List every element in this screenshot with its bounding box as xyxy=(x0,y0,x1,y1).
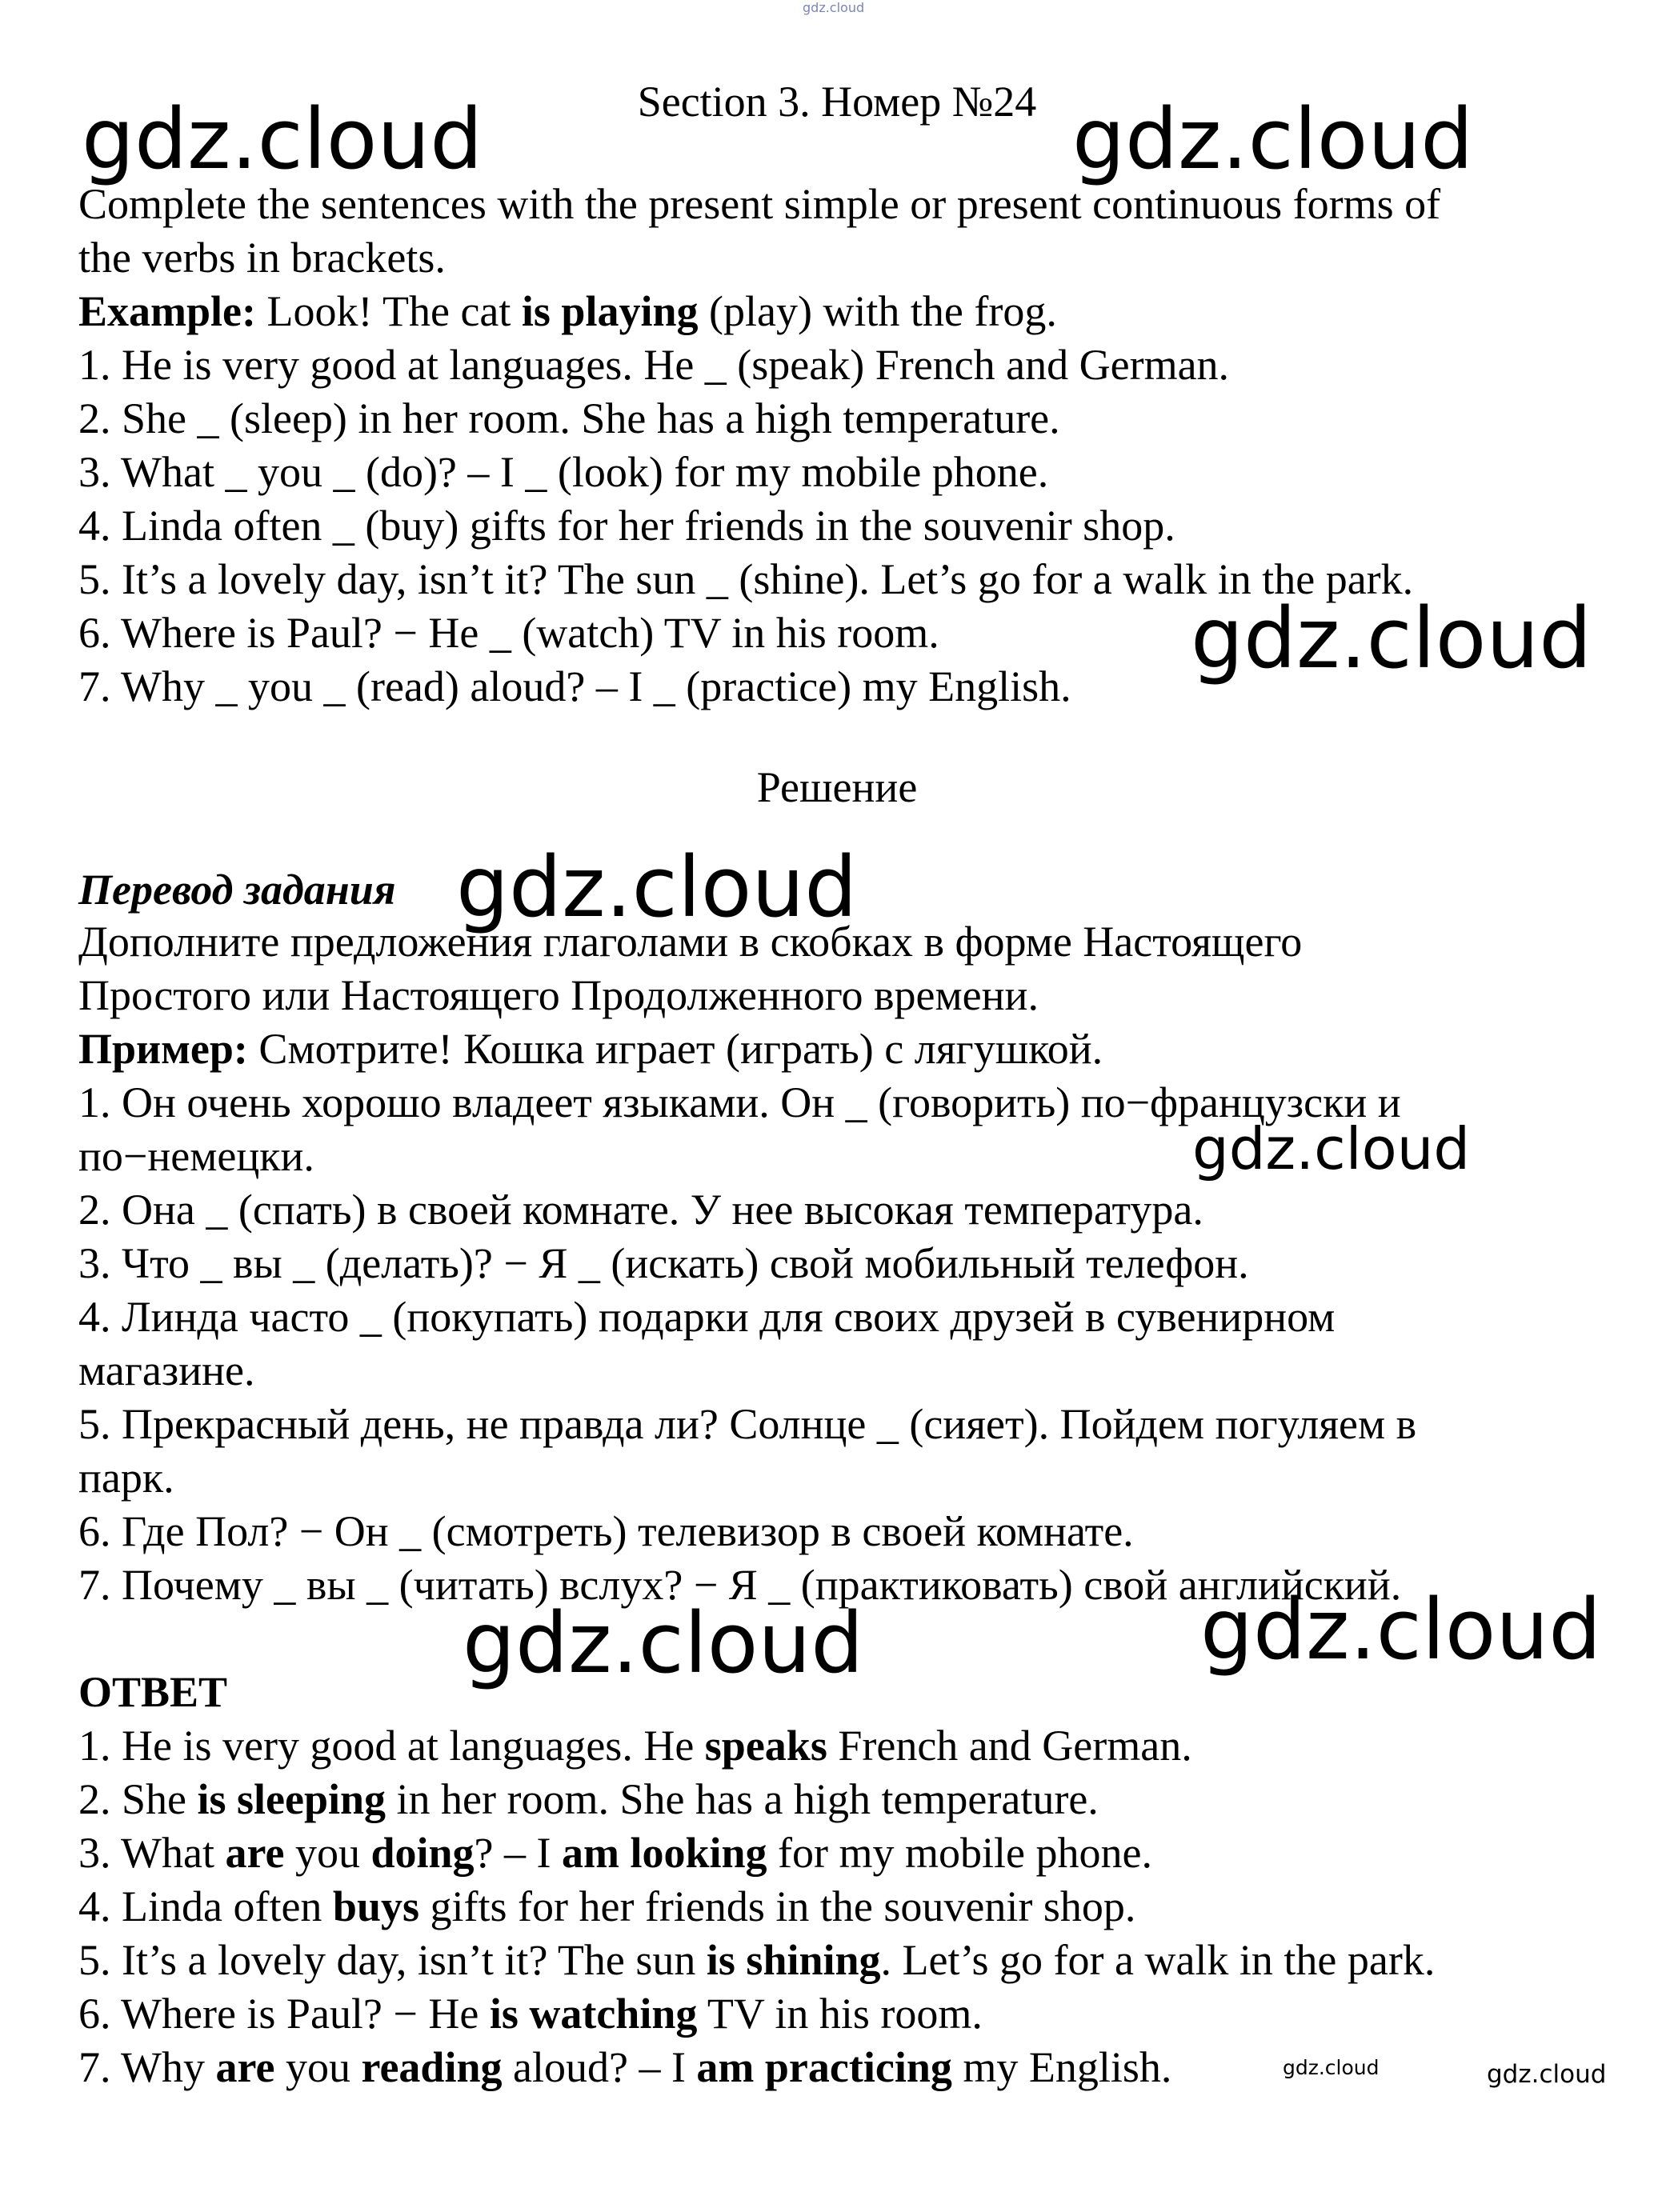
answer-item: 4. Linda often buys gifts for her friends in the souvenir shop. xyxy=(78,1882,1136,1930)
watermark: gdz.cloud xyxy=(1191,590,1592,687)
translation-line: 7. Почему _ вы _ (читать) вслух? − Я _ (практиковать) свой английский. xyxy=(78,1561,1402,1609)
translation-instruction: Простого или Настоящего Продолженного времени. xyxy=(78,971,1039,1019)
watermark: gdz.cloud xyxy=(1192,1115,1471,1182)
answer-heading: ОТВЕТ xyxy=(78,1668,228,1716)
task-item: 2. She _ (sleep) in her room. She has a high temperature. xyxy=(78,394,1060,442)
answer-item: 5. It’s a lovely day, isn’t it? The sun is shining. Let’s go for a walk in the park. xyxy=(78,1936,1436,1984)
answer-item: 2. She is sleeping in her room. She has a high temperature. xyxy=(78,1775,1099,1823)
answer-item: 6. Where is Paul? − He is watching TV in his room. xyxy=(78,1990,983,2038)
translation-heading: Перевод задания xyxy=(78,866,396,914)
translation-line: 6. Где Пол? − Он _ (смотреть) телевизор в своей комнате. xyxy=(78,1507,1134,1555)
page-title: Section 3. Номер №24 xyxy=(637,78,1037,126)
task-item: 6. Where is Paul? − He _ (watch) TV in his room. xyxy=(78,609,939,657)
watermark: gdz.cloud xyxy=(1200,1581,1602,1678)
watermark: gdz.cloud xyxy=(1283,2056,1380,2079)
translation-line: парк. xyxy=(78,1454,174,1502)
translation-example: Пример: Смотрите! Кошка играет (играть) с лягушкой. xyxy=(78,1025,1103,1073)
example-label: Example: xyxy=(78,287,256,335)
task-item: 5. It’s a lovely day, isn’t it? The sun _ (shine). Let’s go for a walk in the park. xyxy=(78,555,1414,603)
solution-heading: Решение xyxy=(756,763,918,811)
translation-line: 3. Что _ вы _ (делать)? − Я _ (искать) свой мобильный телефон. xyxy=(78,1239,1249,1287)
translation-line: магазине. xyxy=(78,1346,255,1394)
watermark: gdz.cloud xyxy=(1072,90,1474,188)
task-instruction: the verbs in brackets. xyxy=(78,234,446,282)
top-watermark: gdz.cloud xyxy=(803,0,865,15)
task-example: Example: Look! The cat is playing (play) with the frog. xyxy=(78,287,1057,335)
answer-item: 3. What are you doing? – I am looking for my mobile phone. xyxy=(78,1829,1152,1877)
translation-line: 1. Он очень хорошо владеет языками. Он _ (говорить) по−французски и xyxy=(78,1078,1401,1126)
task-item: 1. He is very good at languages. He _ (speak) French and German. xyxy=(78,341,1230,389)
task-item: 4. Linda often _ (buy) gifts for her friends in the souvenir shop. xyxy=(78,502,1175,550)
answer-item: 7. Why are you reading aloud? – I am practicing my English. xyxy=(78,2043,1172,2091)
task-item: 3. What _ you _ (do)? – I _ (look) for my mobile phone. xyxy=(78,448,1049,496)
watermark: gdz.cloud xyxy=(456,838,858,936)
translation-line: 2. Она _ (спать) в своей комнате. У нее высокая температура. xyxy=(78,1186,1203,1234)
translation-line: 4. Линда часто _ (покупать) подарки для своих друзей в сувенирном xyxy=(78,1293,1336,1341)
watermark: gdz.cloud xyxy=(82,90,483,188)
translation-instruction: Дополните предложения глаголами в скобках в форме Настоящего xyxy=(78,918,1303,966)
translation-line: по−немецки. xyxy=(78,1132,314,1180)
task-instruction: Complete the sentences with the present simple or present continuous forms of xyxy=(78,180,1441,228)
watermark: gdz.cloud xyxy=(463,1594,864,1692)
translation-line: 5. Прекрасный день, не правда ли? Солнце _ (сияет). Пойдем погуляем в xyxy=(78,1400,1417,1448)
task-item: 7. Why _ you _ (read) aloud? – I _ (practice) my English. xyxy=(78,662,1071,710)
watermark: gdz.cloud xyxy=(1487,2060,1607,2089)
answer-item: 1. He is very good at languages. He speaks French and German. xyxy=(78,1722,1192,1770)
